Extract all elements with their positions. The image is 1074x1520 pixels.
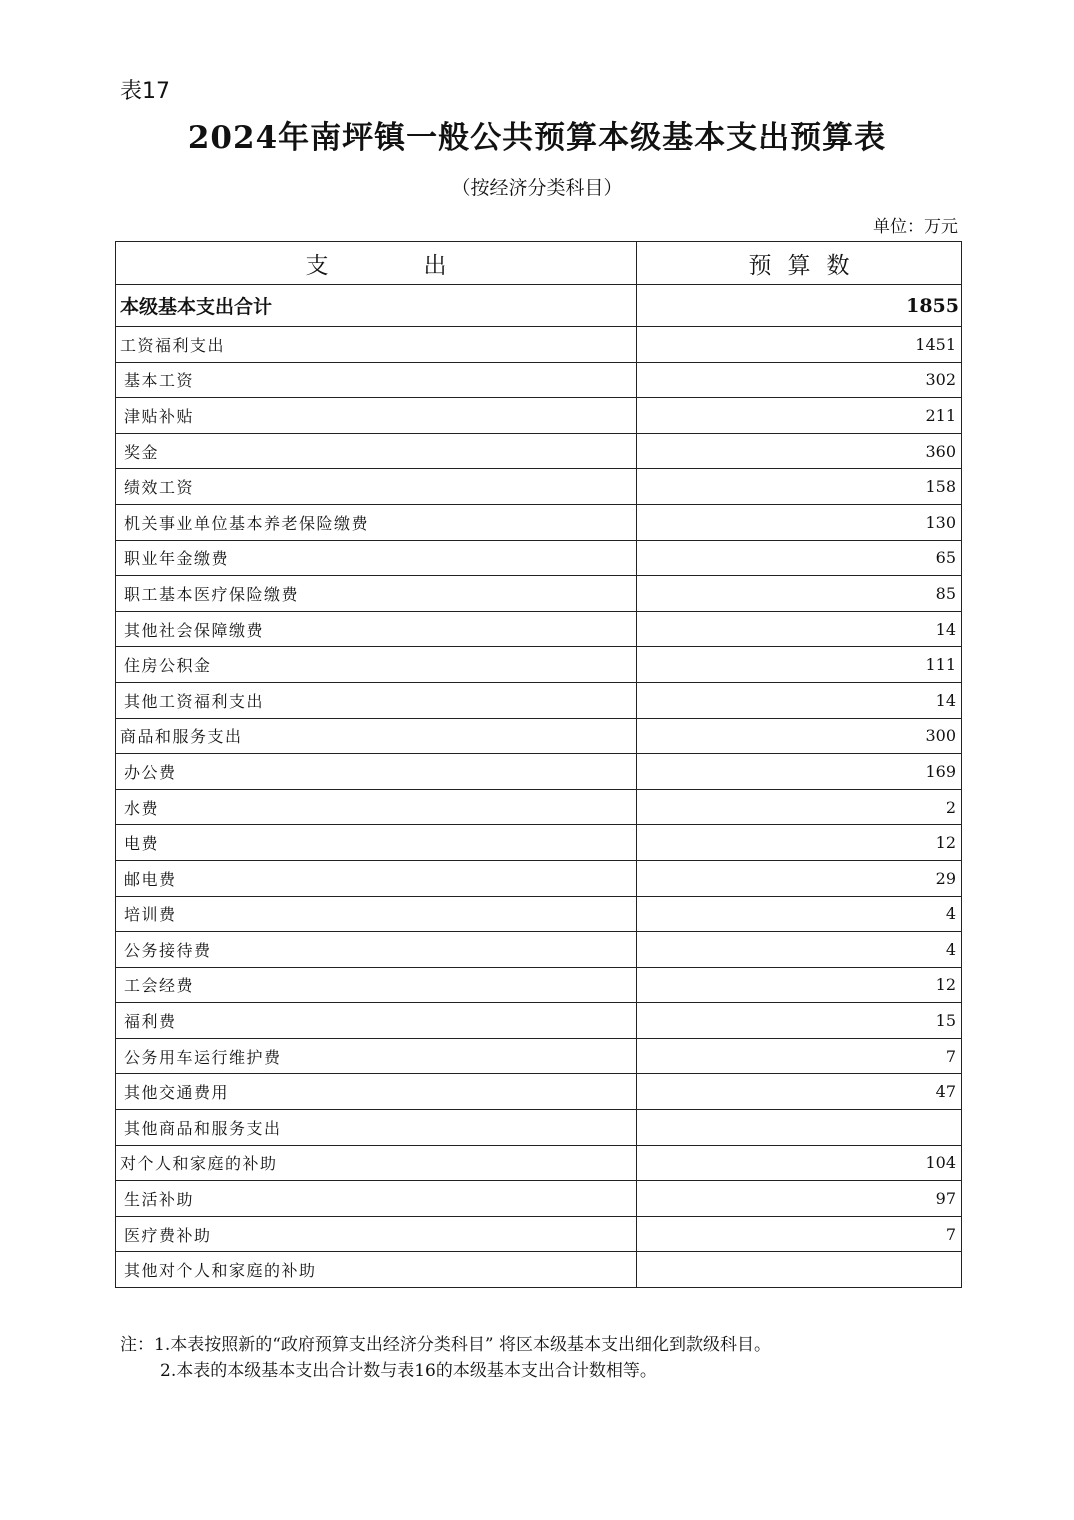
unit-label: 单位：万元 [873,217,958,237]
row-item-name: 医疗费补助 [116,1216,637,1252]
row-item-name: 机关事业单位基本养老保险缴费 [116,504,637,540]
table-row [116,825,962,861]
row-item-value: 211 [637,398,962,434]
row-item-value: 29 [637,860,962,896]
column-header-expenditure: 支出 [116,242,637,285]
table-row [116,398,962,434]
row-item-name: 职业年金缴费 [116,540,637,576]
table-header-row [116,242,962,285]
table-row [116,611,962,647]
row-item-name: 津贴补贴 [116,398,637,434]
page-title: 2024年南坪镇一般公共预算本级基本支出预算表 [187,120,887,156]
row-item-name: 绩效工资 [116,469,637,505]
row-item-value: 300 [637,718,962,754]
table-row [116,1216,962,1252]
row-item-name: 办公费 [116,754,637,790]
table-row [116,576,962,612]
table-row [116,1038,962,1074]
row-item-value: 302 [637,362,962,398]
table-row [116,1074,962,1110]
row-item-value: 14 [637,682,962,718]
row-item-value: 111 [637,647,962,683]
row-item-value: 104 [637,1145,962,1181]
total-value: 1855 [637,285,962,327]
row-item-name: 培训费 [116,896,637,932]
row-item-value: 158 [637,469,962,505]
row-item-name: 公务接待费 [116,932,637,968]
budget-table [115,241,962,1288]
column-header-budget: 预算数 [637,242,962,285]
row-item-name: 基本工资 [116,362,637,398]
row-item-name: 水费 [116,789,637,825]
row-item-name: 职工基本医疗保险缴费 [116,576,637,612]
row-item-value: 15 [637,1003,962,1039]
row-item-name: 工会经费 [116,967,637,1003]
table-row [116,647,962,683]
footnote-2: 2.本表的本级基本支出合计数与表16的本级基本支出合计数相等。 [160,1361,657,1381]
row-item-value: 7 [637,1038,962,1074]
table-row [116,1003,962,1039]
row-item-value: 360 [637,433,962,469]
row-item-name: 邮电费 [116,860,637,896]
row-item-value: 97 [637,1181,962,1217]
table-number: 表17 [120,79,170,104]
table-row [116,682,962,718]
row-item-value: 65 [637,540,962,576]
table-row [116,540,962,576]
table-row [116,789,962,825]
row-item-name: 其他社会保障缴费 [116,611,637,647]
row-item-value: 4 [637,896,962,932]
row-item-value: 4 [637,932,962,968]
row-item-name: 其他对个人和家庭的补助 [116,1252,637,1288]
row-item-value: 14 [637,611,962,647]
row-item-value: 130 [637,504,962,540]
row-item-name: 工资福利支出 [116,327,637,363]
total-row [116,285,962,327]
row-item-value: 7 [637,1216,962,1252]
table-row [116,932,962,968]
total-label: 本级基本支出合计 [116,285,637,327]
row-item-name: 商品和服务支出 [116,718,637,754]
table-row [116,896,962,932]
table-row [116,1252,962,1288]
row-item-name: 其他工资福利支出 [116,682,637,718]
table-row [116,362,962,398]
row-item-name: 住房公积金 [116,647,637,683]
row-item-name: 其他商品和服务支出 [116,1110,637,1146]
table-row [116,967,962,1003]
row-item-name: 电费 [116,825,637,861]
table-row [116,327,962,363]
table-row [116,860,962,896]
row-item-value [637,1110,962,1146]
table-row [116,1145,962,1181]
page-subtitle: （按经济分类科目） [451,177,623,199]
row-item-value [637,1252,962,1288]
row-item-name: 其他交通费用 [116,1074,637,1110]
row-item-value: 85 [637,576,962,612]
table-row [116,469,962,505]
row-item-name: 生活补助 [116,1181,637,1217]
row-item-value: 47 [637,1074,962,1110]
table-row [116,718,962,754]
table-row [116,504,962,540]
table-row [116,754,962,790]
row-item-name: 公务用车运行维护费 [116,1038,637,1074]
row-item-value: 12 [637,825,962,861]
row-item-value: 169 [637,754,962,790]
row-item-value: 2 [637,789,962,825]
footnote-1: 注：1.本表按照新的“政府预算支出经济分类科目” 将区本级基本支出细化到款级科目。 [120,1335,772,1355]
row-item-value: 12 [637,967,962,1003]
row-item-name: 福利费 [116,1003,637,1039]
row-item-value: 1451 [637,327,962,363]
footnotes [120,1332,771,1384]
table-row [116,433,962,469]
row-item-name: 奖金 [116,433,637,469]
table-row [116,1181,962,1217]
table-row [116,1110,962,1146]
row-item-name: 对个人和家庭的补助 [116,1145,637,1181]
